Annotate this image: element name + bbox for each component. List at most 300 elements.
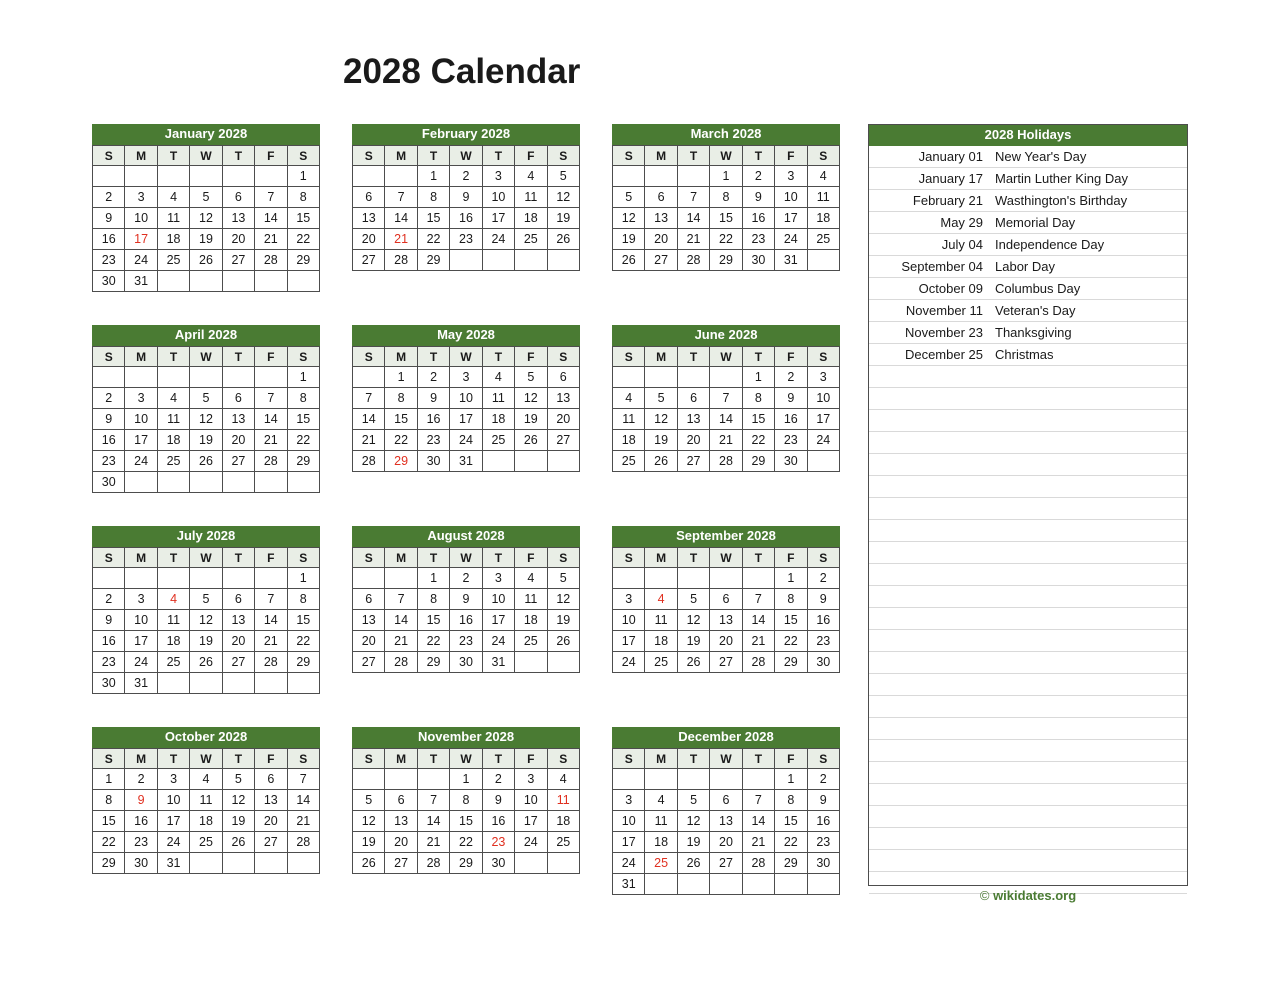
day-cell[interactable]: 2 xyxy=(742,166,774,187)
day-cell[interactable]: 1 xyxy=(742,367,774,388)
day-cell[interactable]: 8 xyxy=(287,388,319,409)
day-cell[interactable]: 14 xyxy=(742,610,774,631)
day-cell[interactable]: 21 xyxy=(417,832,449,853)
day-cell[interactable]: 16 xyxy=(482,811,514,832)
day-cell[interactable]: 24 xyxy=(482,631,514,652)
day-cell[interactable]: 24 xyxy=(775,229,807,250)
day-cell[interactable]: 4 xyxy=(645,790,677,811)
day-cell[interactable]: 11 xyxy=(645,811,677,832)
day-cell[interactable]: 15 xyxy=(775,610,807,631)
day-cell[interactable]: 8 xyxy=(385,388,417,409)
day-cell[interactable]: 19 xyxy=(353,832,385,853)
day-cell[interactable]: 21 xyxy=(287,811,319,832)
day-cell[interactable]: 20 xyxy=(222,229,254,250)
day-cell[interactable]: 17 xyxy=(515,811,547,832)
day-cell[interactable]: 1 xyxy=(287,166,319,187)
day-cell[interactable]: 2 xyxy=(450,166,482,187)
day-cell[interactable]: 7 xyxy=(710,388,742,409)
day-cell[interactable]: 31 xyxy=(775,250,807,271)
day-cell[interactable]: 24 xyxy=(482,229,514,250)
day-cell[interactable]: 22 xyxy=(417,229,449,250)
day-cell[interactable]: 21 xyxy=(385,229,417,250)
day-cell[interactable]: 4 xyxy=(190,769,222,790)
day-cell[interactable]: 30 xyxy=(125,853,157,874)
day-cell[interactable]: 5 xyxy=(613,187,645,208)
day-cell[interactable]: 17 xyxy=(157,811,189,832)
day-cell[interactable]: 27 xyxy=(353,652,385,673)
day-cell[interactable]: 24 xyxy=(125,250,157,271)
day-cell[interactable]: 8 xyxy=(742,388,774,409)
day-cell[interactable]: 2 xyxy=(93,589,125,610)
day-cell[interactable]: 23 xyxy=(482,832,514,853)
day-cell[interactable]: 15 xyxy=(775,811,807,832)
day-cell[interactable]: 3 xyxy=(515,769,547,790)
day-cell[interactable]: 26 xyxy=(547,229,579,250)
day-cell[interactable]: 10 xyxy=(775,187,807,208)
day-cell[interactable]: 10 xyxy=(515,790,547,811)
day-cell[interactable]: 26 xyxy=(190,451,222,472)
day-cell[interactable]: 25 xyxy=(547,832,579,853)
day-cell[interactable]: 16 xyxy=(93,229,125,250)
day-cell[interactable]: 1 xyxy=(93,769,125,790)
day-cell[interactable]: 10 xyxy=(125,610,157,631)
day-cell[interactable]: 9 xyxy=(775,388,807,409)
day-cell[interactable]: 28 xyxy=(417,853,449,874)
day-cell[interactable]: 28 xyxy=(287,832,319,853)
day-cell[interactable]: 8 xyxy=(287,589,319,610)
day-cell[interactable]: 9 xyxy=(807,790,839,811)
day-cell[interactable]: 19 xyxy=(645,430,677,451)
day-cell[interactable]: 9 xyxy=(417,388,449,409)
day-cell[interactable]: 16 xyxy=(775,409,807,430)
day-cell[interactable]: 30 xyxy=(93,472,125,493)
day-cell[interactable]: 13 xyxy=(385,811,417,832)
day-cell[interactable]: 24 xyxy=(157,832,189,853)
day-cell[interactable]: 10 xyxy=(807,388,839,409)
day-cell[interactable]: 31 xyxy=(157,853,189,874)
day-cell[interactable]: 2 xyxy=(417,367,449,388)
day-cell[interactable]: 15 xyxy=(287,409,319,430)
day-cell[interactable]: 26 xyxy=(677,652,709,673)
day-cell[interactable]: 9 xyxy=(450,187,482,208)
day-cell[interactable]: 22 xyxy=(287,631,319,652)
day-cell[interactable]: 21 xyxy=(353,430,385,451)
day-cell[interactable]: 25 xyxy=(482,430,514,451)
day-cell[interactable]: 10 xyxy=(613,610,645,631)
day-cell[interactable]: 28 xyxy=(385,250,417,271)
day-cell[interactable]: 12 xyxy=(547,187,579,208)
day-cell[interactable]: 23 xyxy=(417,430,449,451)
day-cell[interactable]: 17 xyxy=(125,430,157,451)
day-cell[interactable]: 22 xyxy=(775,631,807,652)
day-cell[interactable]: 4 xyxy=(482,367,514,388)
day-cell[interactable]: 29 xyxy=(775,853,807,874)
day-cell[interactable]: 12 xyxy=(190,208,222,229)
day-cell[interactable]: 23 xyxy=(93,451,125,472)
day-cell[interactable]: 1 xyxy=(417,568,449,589)
day-cell[interactable]: 20 xyxy=(547,409,579,430)
day-cell[interactable]: 29 xyxy=(417,652,449,673)
day-cell[interactable]: 5 xyxy=(677,589,709,610)
day-cell[interactable]: 6 xyxy=(385,790,417,811)
day-cell[interactable]: 27 xyxy=(710,652,742,673)
day-cell[interactable]: 4 xyxy=(157,388,189,409)
day-cell[interactable]: 12 xyxy=(677,610,709,631)
day-cell[interactable]: 18 xyxy=(157,229,189,250)
day-cell[interactable]: 6 xyxy=(547,367,579,388)
day-cell[interactable]: 30 xyxy=(807,652,839,673)
day-cell[interactable]: 12 xyxy=(645,409,677,430)
day-cell[interactable]: 14 xyxy=(710,409,742,430)
day-cell[interactable]: 26 xyxy=(547,631,579,652)
day-cell[interactable]: 22 xyxy=(710,229,742,250)
day-cell[interactable]: 25 xyxy=(515,229,547,250)
day-cell[interactable]: 7 xyxy=(353,388,385,409)
day-cell[interactable]: 5 xyxy=(190,589,222,610)
day-cell[interactable]: 23 xyxy=(807,631,839,652)
day-cell[interactable]: 7 xyxy=(677,187,709,208)
day-cell[interactable]: 13 xyxy=(677,409,709,430)
day-cell[interactable]: 14 xyxy=(385,610,417,631)
day-cell[interactable]: 25 xyxy=(645,652,677,673)
day-cell[interactable]: 13 xyxy=(353,610,385,631)
day-cell[interactable]: 4 xyxy=(157,187,189,208)
day-cell[interactable]: 22 xyxy=(385,430,417,451)
day-cell[interactable]: 15 xyxy=(417,208,449,229)
day-cell[interactable]: 4 xyxy=(613,388,645,409)
day-cell[interactable]: 18 xyxy=(645,631,677,652)
day-cell[interactable]: 7 xyxy=(385,187,417,208)
day-cell[interactable]: 2 xyxy=(450,568,482,589)
day-cell[interactable]: 8 xyxy=(93,790,125,811)
day-cell[interactable]: 18 xyxy=(613,430,645,451)
day-cell[interactable]: 5 xyxy=(547,166,579,187)
day-cell[interactable]: 17 xyxy=(450,409,482,430)
day-cell[interactable]: 26 xyxy=(515,430,547,451)
day-cell[interactable]: 4 xyxy=(157,589,189,610)
day-cell[interactable]: 21 xyxy=(710,430,742,451)
day-cell[interactable]: 14 xyxy=(255,409,287,430)
day-cell[interactable]: 30 xyxy=(450,652,482,673)
day-cell[interactable]: 22 xyxy=(742,430,774,451)
day-cell[interactable]: 12 xyxy=(677,811,709,832)
day-cell[interactable]: 26 xyxy=(677,853,709,874)
day-cell[interactable]: 7 xyxy=(417,790,449,811)
day-cell[interactable]: 14 xyxy=(255,208,287,229)
day-cell[interactable]: 4 xyxy=(547,769,579,790)
day-cell[interactable]: 6 xyxy=(645,187,677,208)
day-cell[interactable]: 14 xyxy=(742,811,774,832)
day-cell[interactable]: 11 xyxy=(645,610,677,631)
day-cell[interactable]: 2 xyxy=(482,769,514,790)
day-cell[interactable]: 5 xyxy=(677,790,709,811)
day-cell[interactable]: 9 xyxy=(807,589,839,610)
day-cell[interactable]: 20 xyxy=(222,631,254,652)
day-cell[interactable]: 6 xyxy=(222,187,254,208)
day-cell[interactable]: 10 xyxy=(125,208,157,229)
day-cell[interactable]: 21 xyxy=(677,229,709,250)
day-cell[interactable]: 12 xyxy=(190,610,222,631)
day-cell[interactable]: 15 xyxy=(742,409,774,430)
day-cell[interactable]: 10 xyxy=(613,811,645,832)
day-cell[interactable]: 24 xyxy=(125,652,157,673)
day-cell[interactable]: 8 xyxy=(417,589,449,610)
day-cell[interactable]: 17 xyxy=(482,208,514,229)
day-cell[interactable]: 12 xyxy=(547,589,579,610)
day-cell[interactable]: 27 xyxy=(677,451,709,472)
day-cell[interactable]: 19 xyxy=(547,610,579,631)
day-cell[interactable]: 20 xyxy=(677,430,709,451)
day-cell[interactable]: 31 xyxy=(613,874,645,895)
day-cell[interactable]: 15 xyxy=(385,409,417,430)
day-cell[interactable]: 13 xyxy=(222,208,254,229)
day-cell[interactable]: 29 xyxy=(417,250,449,271)
day-cell[interactable]: 28 xyxy=(255,652,287,673)
day-cell[interactable]: 10 xyxy=(450,388,482,409)
day-cell[interactable]: 29 xyxy=(775,652,807,673)
day-cell[interactable]: 12 xyxy=(190,409,222,430)
day-cell[interactable]: 18 xyxy=(547,811,579,832)
day-cell[interactable]: 6 xyxy=(710,589,742,610)
day-cell[interactable]: 28 xyxy=(742,652,774,673)
day-cell[interactable]: 29 xyxy=(287,451,319,472)
day-cell[interactable]: 13 xyxy=(353,208,385,229)
day-cell[interactable]: 29 xyxy=(450,853,482,874)
day-cell[interactable]: 14 xyxy=(677,208,709,229)
day-cell[interactable]: 28 xyxy=(710,451,742,472)
day-cell[interactable]: 4 xyxy=(807,166,839,187)
day-cell[interactable]: 20 xyxy=(222,430,254,451)
day-cell[interactable]: 1 xyxy=(287,367,319,388)
day-cell[interactable]: 6 xyxy=(255,769,287,790)
day-cell[interactable]: 5 xyxy=(645,388,677,409)
day-cell[interactable]: 2 xyxy=(807,769,839,790)
day-cell[interactable]: 6 xyxy=(353,589,385,610)
day-cell[interactable]: 20 xyxy=(255,811,287,832)
day-cell[interactable]: 17 xyxy=(482,610,514,631)
day-cell[interactable]: 5 xyxy=(190,187,222,208)
day-cell[interactable]: 25 xyxy=(157,652,189,673)
day-cell[interactable]: 2 xyxy=(775,367,807,388)
day-cell[interactable]: 24 xyxy=(125,451,157,472)
day-cell[interactable]: 24 xyxy=(613,853,645,874)
day-cell[interactable]: 13 xyxy=(547,388,579,409)
day-cell[interactable]: 17 xyxy=(125,229,157,250)
day-cell[interactable]: 28 xyxy=(255,250,287,271)
day-cell[interactable]: 18 xyxy=(515,208,547,229)
day-cell[interactable]: 24 xyxy=(515,832,547,853)
day-cell[interactable]: 22 xyxy=(775,832,807,853)
day-cell[interactable]: 11 xyxy=(157,208,189,229)
day-cell[interactable]: 1 xyxy=(385,367,417,388)
day-cell[interactable]: 4 xyxy=(515,568,547,589)
day-cell[interactable]: 16 xyxy=(807,811,839,832)
day-cell[interactable]: 17 xyxy=(613,631,645,652)
day-cell[interactable]: 21 xyxy=(255,631,287,652)
day-cell[interactable]: 1 xyxy=(450,769,482,790)
day-cell[interactable]: 1 xyxy=(417,166,449,187)
day-cell[interactable]: 16 xyxy=(807,610,839,631)
day-cell[interactable]: 7 xyxy=(255,187,287,208)
day-cell[interactable]: 18 xyxy=(157,430,189,451)
day-cell[interactable]: 15 xyxy=(417,610,449,631)
day-cell[interactable]: 4 xyxy=(645,589,677,610)
day-cell[interactable]: 24 xyxy=(613,652,645,673)
day-cell[interactable]: 15 xyxy=(287,610,319,631)
day-cell[interactable]: 18 xyxy=(515,610,547,631)
day-cell[interactable]: 24 xyxy=(450,430,482,451)
day-cell[interactable]: 12 xyxy=(613,208,645,229)
day-cell[interactable]: 27 xyxy=(385,853,417,874)
day-cell[interactable]: 6 xyxy=(710,790,742,811)
day-cell[interactable]: 6 xyxy=(677,388,709,409)
day-cell[interactable]: 16 xyxy=(742,208,774,229)
day-cell[interactable]: 28 xyxy=(742,853,774,874)
day-cell[interactable]: 27 xyxy=(353,250,385,271)
day-cell[interactable]: 8 xyxy=(417,187,449,208)
day-cell[interactable]: 20 xyxy=(710,832,742,853)
day-cell[interactable]: 21 xyxy=(742,832,774,853)
day-cell[interactable]: 19 xyxy=(222,811,254,832)
day-cell[interactable]: 3 xyxy=(775,166,807,187)
day-cell[interactable]: 31 xyxy=(450,451,482,472)
day-cell[interactable]: 7 xyxy=(742,589,774,610)
day-cell[interactable]: 9 xyxy=(125,790,157,811)
day-cell[interactable]: 31 xyxy=(125,673,157,694)
day-cell[interactable]: 26 xyxy=(353,853,385,874)
day-cell[interactable]: 12 xyxy=(353,811,385,832)
day-cell[interactable]: 8 xyxy=(710,187,742,208)
day-cell[interactable]: 2 xyxy=(807,568,839,589)
day-cell[interactable]: 31 xyxy=(482,652,514,673)
day-cell[interactable]: 11 xyxy=(613,409,645,430)
day-cell[interactable]: 26 xyxy=(613,250,645,271)
day-cell[interactable]: 14 xyxy=(255,610,287,631)
day-cell[interactable]: 3 xyxy=(450,367,482,388)
day-cell[interactable]: 19 xyxy=(677,631,709,652)
day-cell[interactable]: 7 xyxy=(255,388,287,409)
day-cell[interactable]: 13 xyxy=(222,409,254,430)
day-cell[interactable]: 29 xyxy=(287,652,319,673)
day-cell[interactable]: 27 xyxy=(255,832,287,853)
day-cell[interactable]: 14 xyxy=(417,811,449,832)
day-cell[interactable]: 19 xyxy=(613,229,645,250)
day-cell[interactable]: 19 xyxy=(677,832,709,853)
day-cell[interactable]: 5 xyxy=(222,769,254,790)
day-cell[interactable]: 19 xyxy=(190,430,222,451)
day-cell[interactable]: 30 xyxy=(742,250,774,271)
day-cell[interactable]: 23 xyxy=(93,250,125,271)
day-cell[interactable]: 3 xyxy=(125,388,157,409)
day-cell[interactable]: 29 xyxy=(742,451,774,472)
day-cell[interactable]: 19 xyxy=(547,208,579,229)
day-cell[interactable]: 19 xyxy=(190,631,222,652)
day-cell[interactable]: 17 xyxy=(775,208,807,229)
day-cell[interactable]: 17 xyxy=(613,832,645,853)
day-cell[interactable]: 17 xyxy=(125,631,157,652)
day-cell[interactable]: 28 xyxy=(677,250,709,271)
day-cell[interactable]: 9 xyxy=(482,790,514,811)
day-cell[interactable]: 11 xyxy=(482,388,514,409)
day-cell[interactable]: 27 xyxy=(645,250,677,271)
day-cell[interactable]: 29 xyxy=(385,451,417,472)
day-cell[interactable]: 18 xyxy=(645,832,677,853)
day-cell[interactable]: 16 xyxy=(125,811,157,832)
day-cell[interactable]: 5 xyxy=(515,367,547,388)
day-cell[interactable]: 20 xyxy=(353,229,385,250)
day-cell[interactable]: 31 xyxy=(125,271,157,292)
day-cell[interactable]: 8 xyxy=(775,790,807,811)
day-cell[interactable]: 19 xyxy=(190,229,222,250)
day-cell[interactable]: 9 xyxy=(93,208,125,229)
day-cell[interactable]: 13 xyxy=(645,208,677,229)
day-cell[interactable]: 11 xyxy=(157,610,189,631)
day-cell[interactable]: 7 xyxy=(385,589,417,610)
day-cell[interactable]: 15 xyxy=(93,811,125,832)
day-cell[interactable]: 30 xyxy=(417,451,449,472)
day-cell[interactable]: 16 xyxy=(450,610,482,631)
day-cell[interactable]: 29 xyxy=(93,853,125,874)
day-cell[interactable]: 6 xyxy=(353,187,385,208)
day-cell[interactable]: 3 xyxy=(613,589,645,610)
day-cell[interactable]: 20 xyxy=(385,832,417,853)
day-cell[interactable]: 4 xyxy=(515,166,547,187)
day-cell[interactable]: 1 xyxy=(710,166,742,187)
day-cell[interactable]: 30 xyxy=(775,451,807,472)
day-cell[interactable]: 25 xyxy=(190,832,222,853)
day-cell[interactable]: 13 xyxy=(255,790,287,811)
day-cell[interactable]: 9 xyxy=(742,187,774,208)
day-cell[interactable]: 7 xyxy=(287,769,319,790)
day-cell[interactable]: 1 xyxy=(287,568,319,589)
day-cell[interactable]: 25 xyxy=(645,853,677,874)
day-cell[interactable]: 27 xyxy=(222,250,254,271)
day-cell[interactable]: 24 xyxy=(807,430,839,451)
day-cell[interactable]: 15 xyxy=(710,208,742,229)
day-cell[interactable]: 11 xyxy=(515,589,547,610)
day-cell[interactable]: 28 xyxy=(353,451,385,472)
day-cell[interactable]: 14 xyxy=(385,208,417,229)
day-cell[interactable]: 22 xyxy=(450,832,482,853)
day-cell[interactable]: 5 xyxy=(353,790,385,811)
day-cell[interactable]: 2 xyxy=(125,769,157,790)
day-cell[interactable]: 3 xyxy=(157,769,189,790)
day-cell[interactable]: 11 xyxy=(547,790,579,811)
day-cell[interactable]: 16 xyxy=(417,409,449,430)
day-cell[interactable]: 27 xyxy=(222,451,254,472)
day-cell[interactable]: 8 xyxy=(287,187,319,208)
day-cell[interactable]: 22 xyxy=(287,430,319,451)
day-cell[interactable]: 11 xyxy=(807,187,839,208)
day-cell[interactable]: 21 xyxy=(385,631,417,652)
day-cell[interactable]: 3 xyxy=(807,367,839,388)
day-cell[interactable]: 3 xyxy=(125,589,157,610)
day-cell[interactable]: 3 xyxy=(482,166,514,187)
day-cell[interactable]: 3 xyxy=(482,568,514,589)
day-cell[interactable]: 21 xyxy=(742,631,774,652)
day-cell[interactable]: 13 xyxy=(222,610,254,631)
day-cell[interactable]: 16 xyxy=(93,631,125,652)
day-cell[interactable]: 2 xyxy=(93,187,125,208)
day-cell[interactable]: 23 xyxy=(450,631,482,652)
day-cell[interactable]: 12 xyxy=(222,790,254,811)
day-cell[interactable]: 15 xyxy=(287,208,319,229)
day-cell[interactable]: 20 xyxy=(353,631,385,652)
day-cell[interactable]: 22 xyxy=(287,229,319,250)
day-cell[interactable]: 29 xyxy=(287,250,319,271)
day-cell[interactable]: 30 xyxy=(807,853,839,874)
day-cell[interactable]: 21 xyxy=(255,430,287,451)
